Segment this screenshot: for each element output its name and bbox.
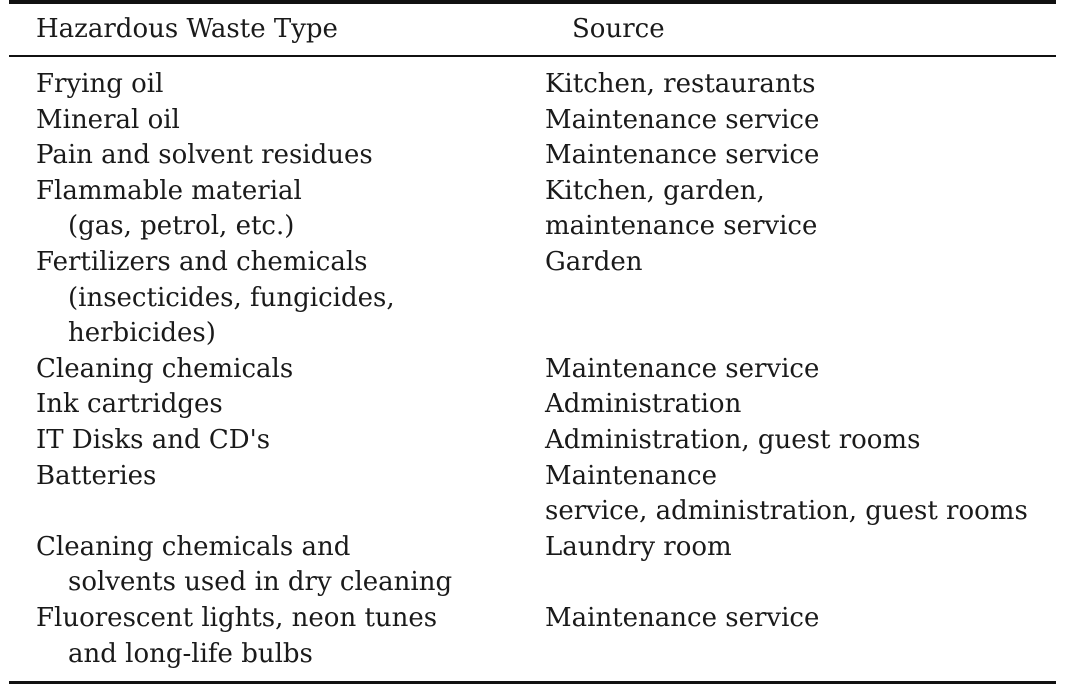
source-line: Administration, guest rooms xyxy=(545,424,921,455)
table-row xyxy=(9,138,1056,174)
waste-type-line: Flammable material xyxy=(36,175,302,206)
cell-source xyxy=(545,459,1056,530)
cell-waste-type xyxy=(9,174,545,245)
waste-type-line: Frying oil xyxy=(36,69,164,99)
waste-type-line: Fluorescent lights, neon tunes xyxy=(36,602,438,633)
cell-waste-type xyxy=(9,352,545,388)
cell-source xyxy=(545,245,1056,281)
cell-waste-type xyxy=(9,530,545,601)
source-line: Maintenance service xyxy=(545,140,820,171)
table-row xyxy=(9,67,1056,103)
table-top-rule xyxy=(9,0,1056,4)
table-row xyxy=(9,245,1056,352)
cell-waste-type xyxy=(9,601,545,672)
waste-type-line: Batteries xyxy=(36,460,157,491)
waste-type-line: Cleaning chemicals and xyxy=(36,531,351,562)
waste-type-line: solvents used in dry cleaning xyxy=(68,567,453,598)
source-line: service, administration, guest rooms xyxy=(545,496,1028,527)
cell-source xyxy=(545,387,1056,423)
cell-waste-type xyxy=(9,245,545,352)
cell-source xyxy=(545,103,1056,139)
cell-source xyxy=(545,352,1056,388)
waste-type-line: Pain and solvent residues xyxy=(36,140,373,171)
source-line: Maintenance service xyxy=(545,602,820,633)
source-line: Maintenance service xyxy=(545,353,820,384)
source-line: Laundry room xyxy=(545,531,732,562)
source-line: Kitchen, garden, xyxy=(545,175,765,206)
cell-source xyxy=(545,174,1056,245)
cell-source xyxy=(545,601,1056,637)
source-line: Garden xyxy=(545,246,643,277)
source-line: Maintenance service xyxy=(545,104,820,135)
cell-waste-type xyxy=(9,103,545,139)
source-line: Administration xyxy=(545,389,742,420)
waste-type-line: Fertilizers and chemicals xyxy=(36,246,368,277)
waste-type-line: and long-life bulbs xyxy=(68,638,313,669)
cell-waste-type xyxy=(9,423,545,459)
table-row xyxy=(9,530,1056,601)
table-row xyxy=(9,174,1056,245)
source-line: Maintenance xyxy=(545,460,717,491)
cell-waste-type xyxy=(9,67,545,103)
source-line: maintenance service xyxy=(545,211,818,242)
table-row xyxy=(9,387,1056,423)
table-body xyxy=(9,67,1056,672)
table-row xyxy=(9,601,1056,672)
waste-type-line: Mineral oil xyxy=(36,104,180,135)
cell-waste-type xyxy=(9,459,545,495)
table-bottom-rule xyxy=(9,681,1056,684)
waste-type-line: Ink cartridges xyxy=(36,389,223,420)
cell-source xyxy=(545,67,1056,103)
waste-type-line: IT Disks and CD's xyxy=(36,424,271,455)
cell-waste-type xyxy=(9,138,545,174)
waste-type-line: (gas, petrol, etc.) xyxy=(68,211,295,242)
table-row xyxy=(9,423,1056,459)
waste-type-line: (insecticides, fungicides, xyxy=(68,282,395,313)
cell-waste-type xyxy=(9,387,545,423)
column-header-source: Source xyxy=(572,14,665,44)
source-line: Kitchen, restaurants xyxy=(545,69,816,99)
cell-source xyxy=(545,138,1056,174)
cell-source xyxy=(545,423,1056,459)
waste-type-line: Cleaning chemicals xyxy=(36,353,294,384)
table-row xyxy=(9,103,1056,139)
cell-source xyxy=(545,530,1056,566)
column-header-waste-type: Hazardous Waste Type xyxy=(36,14,338,44)
hazardous-waste-table xyxy=(9,0,1056,691)
waste-type-line: herbicides) xyxy=(68,318,216,349)
table-row xyxy=(9,459,1056,530)
table-header-rule xyxy=(9,55,1056,57)
table-row xyxy=(9,352,1056,388)
